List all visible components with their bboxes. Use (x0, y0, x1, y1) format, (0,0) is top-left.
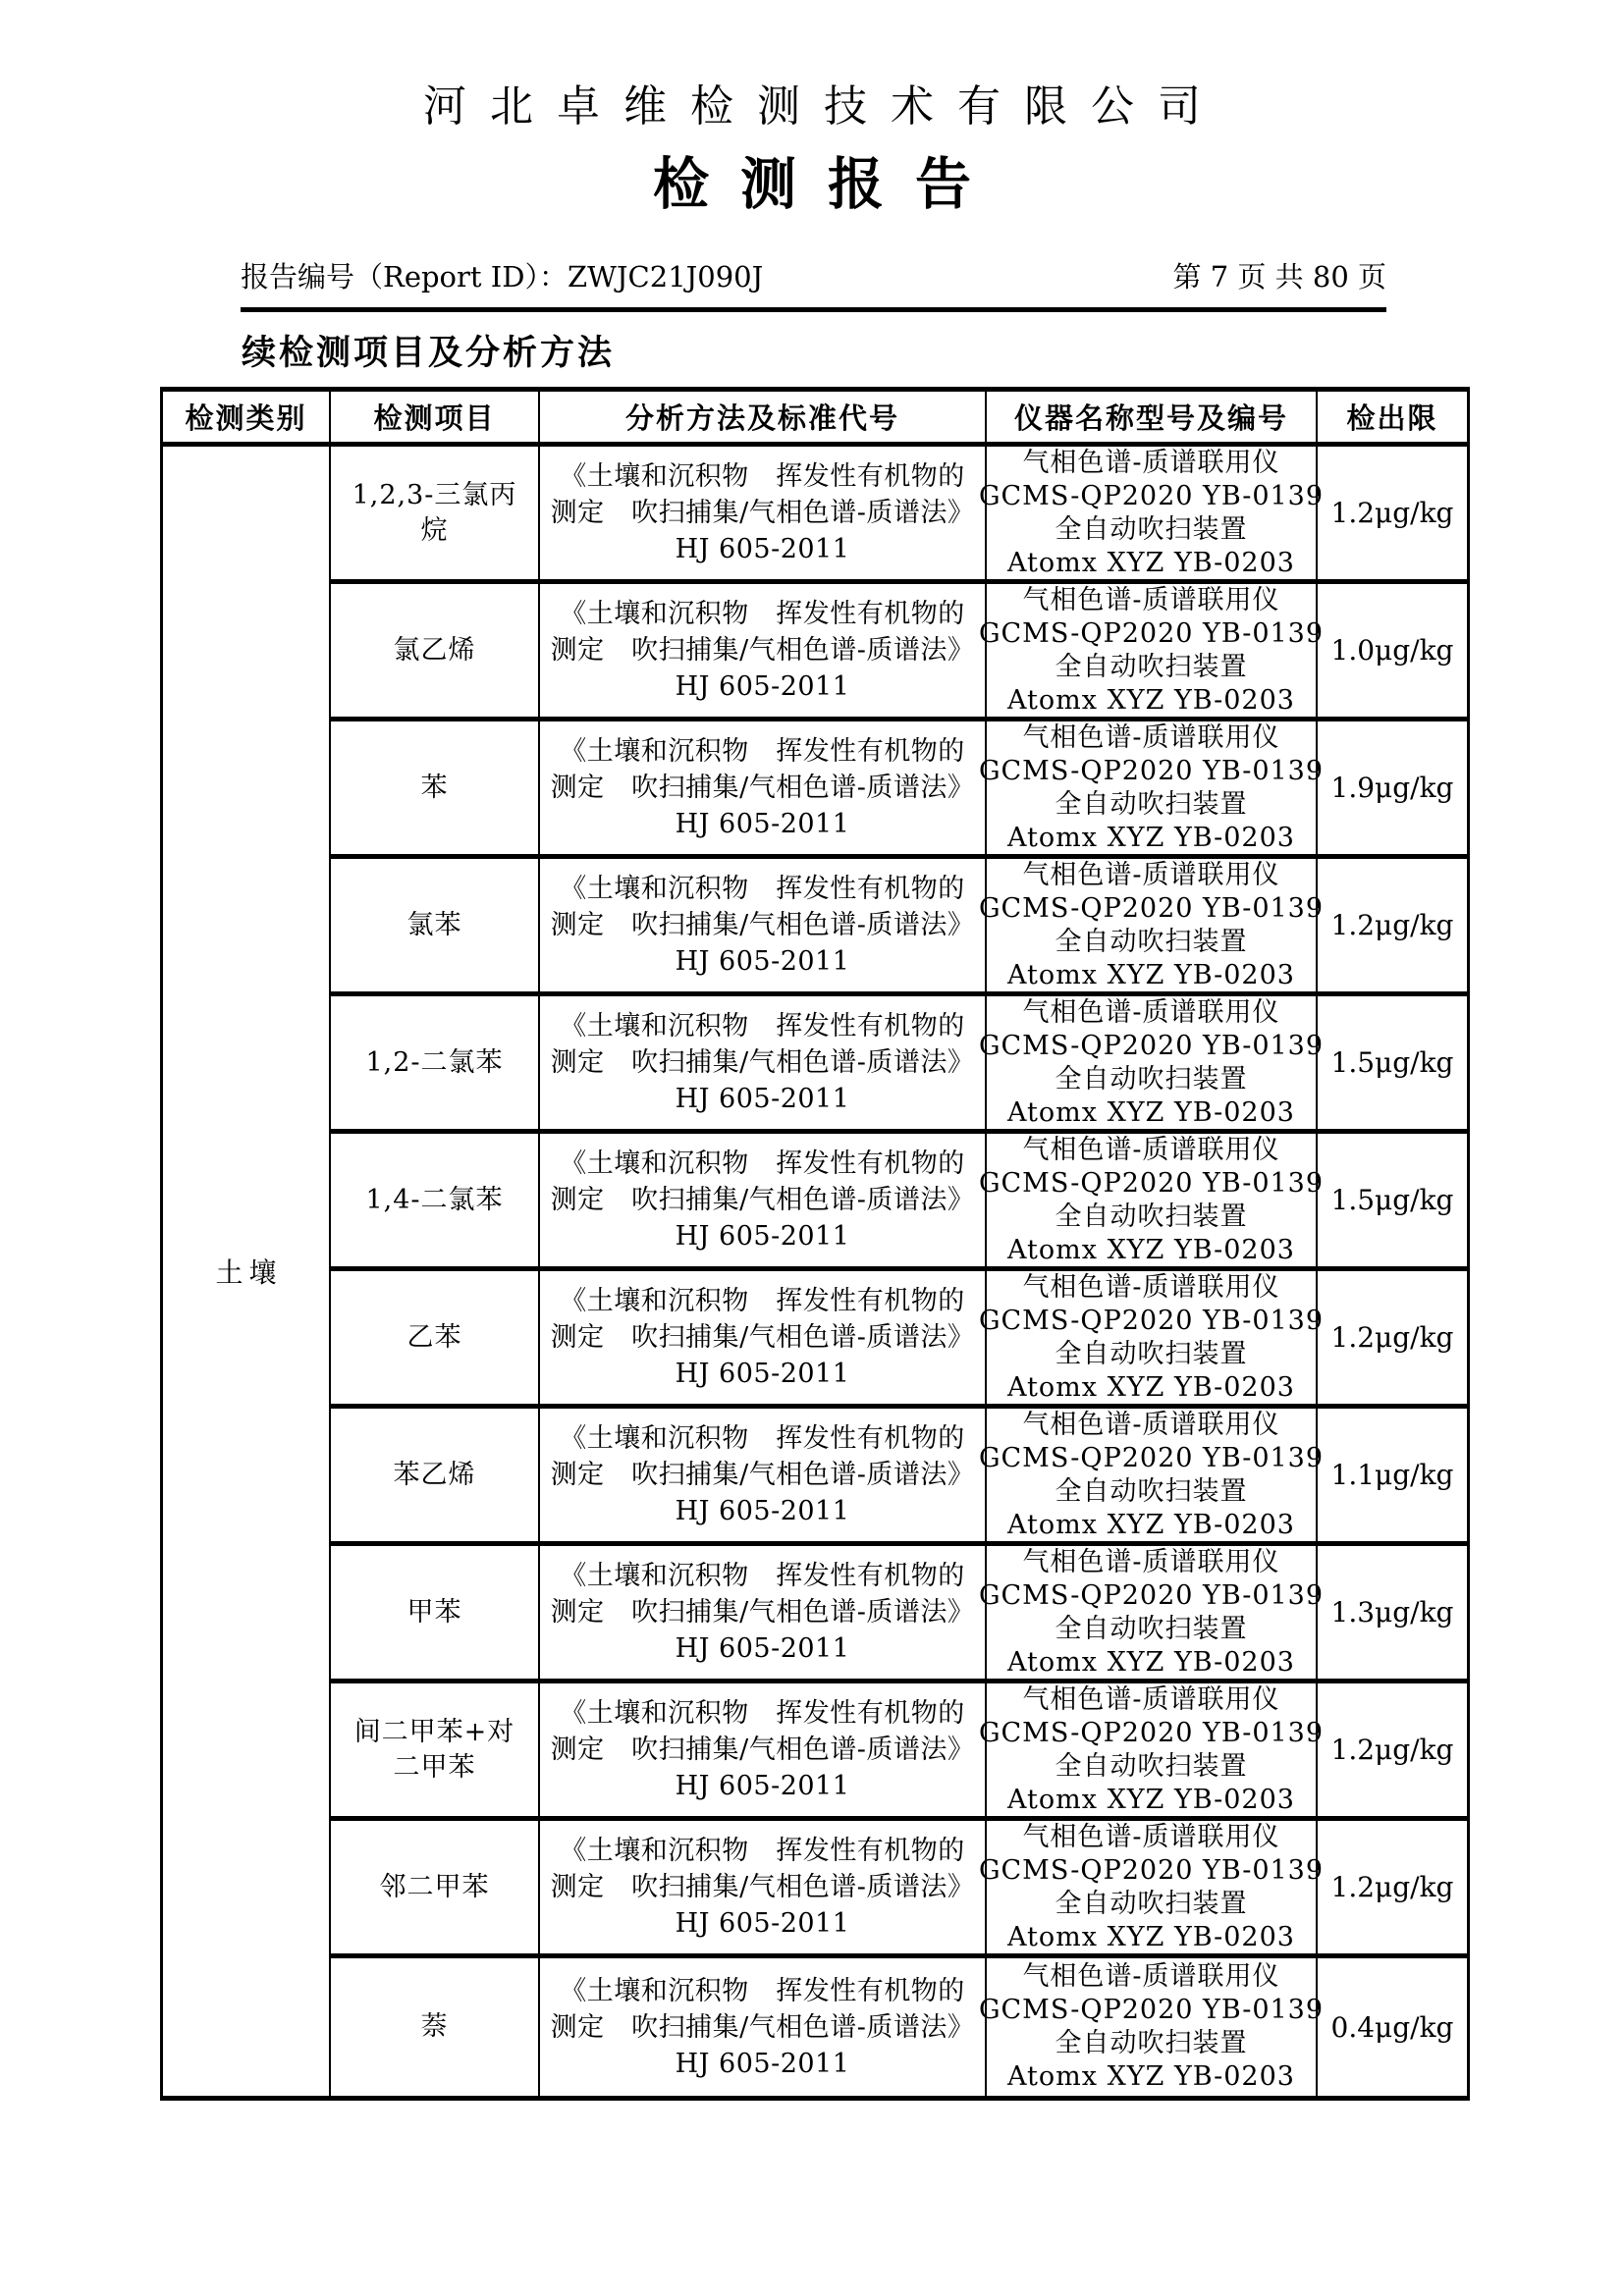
instrument-line-3: 全自动吹扫装置 (1055, 926, 1248, 957)
method-line-3: HJ 605-2011 (675, 1221, 850, 1252)
table-row (331, 447, 1467, 584)
method-line-1: 《土壤和沉积物 挥发性有机物的 (560, 736, 965, 767)
item-cell: 萘 (331, 1958, 540, 2096)
table-row (331, 721, 1467, 859)
instrument-line-1: 气相色谱-质谱联用仪 (1022, 1409, 1280, 1440)
report-title: 检测报告 (653, 151, 1002, 217)
instrument-line-1: 气相色谱-质谱联用仪 (1022, 859, 1280, 890)
instrument-line-1: 气相色谱-质谱联用仪 (1022, 1821, 1280, 1852)
instrument-cell (978, 1821, 1325, 1953)
instrument-cell (978, 859, 1325, 991)
item-cell: 间二甲苯+对二甲苯 (331, 1683, 540, 1816)
instrument-cell (978, 447, 1325, 579)
page-number: 第 7 页 共 80 页 (1172, 260, 1386, 294)
header-cell-method: 分析方法及标准代号 (540, 392, 987, 442)
sample-category-cell: 土壤 (163, 447, 331, 2096)
method-cell (540, 1546, 987, 1679)
instrument-line-4: Atomx XYZ YB-0203 (1007, 1784, 1295, 1815)
instrument-line-3: 全自动吹扫装置 (1055, 513, 1248, 545)
instrument-line-4: Atomx XYZ YB-0203 (1007, 1509, 1295, 1540)
method-line-1: 《土壤和沉积物 挥发性有机物的 (560, 1975, 965, 2006)
instrument-line-1: 气相色谱-质谱联用仪 (1022, 1134, 1280, 1165)
instrument-line-4: Atomx XYZ YB-0203 (1007, 547, 1295, 578)
methods-table (160, 387, 1470, 2101)
company-name: 河北卓维检测技术有限公司 (423, 81, 1224, 132)
instrument-cell (978, 1958, 1325, 2096)
instrument-line-1: 气相色谱-质谱联用仪 (1022, 1546, 1280, 1577)
method-cell (540, 1683, 987, 1816)
method-cell (540, 859, 987, 991)
method-cell (540, 1958, 987, 2096)
instrument-line-2: GCMS-QP2020 YB-0139 (978, 617, 1325, 649)
header-divider (241, 307, 1386, 312)
detection-limit-cell: 1.3μg/kg (1330, 1596, 1454, 1629)
item-cell: 苯 (331, 721, 540, 854)
instrument-line-4: Atomx XYZ YB-0203 (1007, 1646, 1295, 1678)
instrument-line-2: GCMS-QP2020 YB-0139 (978, 892, 1325, 924)
method-line-3: HJ 605-2011 (675, 1908, 850, 1939)
table-row (331, 1683, 1467, 1821)
item-cell: 甲苯 (331, 1546, 540, 1679)
section-title: 续检测项目及分析方法 (242, 333, 616, 373)
instrument-cell (978, 1409, 1325, 1541)
detection-limit-cell: 1.5μg/kg (1330, 1184, 1454, 1216)
item-cell: 邻二甲苯 (331, 1821, 540, 1953)
instrument-line-2: GCMS-QP2020 YB-0139 (978, 1030, 1325, 1061)
detection-limit-cell: 1.0μg/kg (1330, 634, 1454, 667)
detection-limit-cell: 1.2μg/kg (1330, 1734, 1454, 1766)
method-cell (540, 1271, 987, 1404)
detection-limit-cell: 1.2μg/kg (1330, 1321, 1454, 1354)
item-cell: 氯乙烯 (331, 584, 540, 717)
instrument-line-4: Atomx XYZ YB-0203 (1007, 684, 1295, 716)
detection-limit-cell: 1.1μg/kg (1330, 1459, 1454, 1491)
instrument-cell (978, 996, 1325, 1129)
instrument-cell (978, 584, 1325, 717)
instrument-line-4: Atomx XYZ YB-0203 (1007, 959, 1295, 990)
instrument-line-1: 气相色谱-质谱联用仪 (1022, 996, 1280, 1028)
instrument-line-3: 全自动吹扫装置 (1055, 1201, 1248, 1232)
method-line-1: 《土壤和沉积物 挥发性有机物的 (560, 1836, 965, 1866)
method-line-1: 《土壤和沉积物 挥发性有机物的 (560, 461, 965, 492)
item-cell: 氯苯 (331, 859, 540, 991)
method-cell (540, 447, 987, 579)
method-line-1: 《土壤和沉积物 挥发性有机物的 (560, 1148, 965, 1179)
table-row (331, 1546, 1467, 1683)
instrument-line-2: GCMS-QP2020 YB-0139 (978, 1579, 1325, 1611)
instrument-line-3: 全自动吹扫装置 (1055, 788, 1248, 820)
method-line-1: 《土壤和沉积物 挥发性有机物的 (560, 1423, 965, 1454)
detection-limit-cell: 0.4μg/kg (1330, 2010, 1454, 2044)
table-row (331, 584, 1467, 721)
method-line-1: 《土壤和沉积物 挥发性有机物的 (560, 1698, 965, 1729)
method-cell (540, 1821, 987, 1953)
method-line-3: HJ 605-2011 (675, 2048, 850, 2079)
table-row (331, 859, 1467, 996)
instrument-line-3: 全自动吹扫装置 (1055, 1613, 1248, 1644)
item-cell: 1,2,3-三氯丙烷 (331, 447, 540, 579)
item-cell: 苯乙烯 (331, 1409, 540, 1541)
method-line-2: 测定 吹扫捕集/气相色谱-质谱法》 (550, 773, 975, 803)
instrument-line-4: Atomx XYZ YB-0203 (1007, 1371, 1295, 1403)
instrument-line-4: Atomx XYZ YB-0203 (1007, 2061, 1295, 2092)
report-id (241, 255, 763, 295)
method-line-2: 测定 吹扫捕集/气相色谱-质谱法》 (550, 2011, 975, 2043)
method-line-1: 《土壤和沉积物 挥发性有机物的 (560, 1011, 965, 1041)
method-line-2: 测定 吹扫捕集/气相色谱-质谱法》 (550, 1047, 975, 1078)
instrument-line-1: 气相色谱-质谱联用仪 (1022, 447, 1280, 478)
instrument-line-4: Atomx XYZ YB-0203 (1007, 822, 1295, 853)
method-line-2: 测定 吹扫捕集/气相色谱-质谱法》 (550, 1872, 975, 1902)
instrument-line-3: 全自动吹扫装置 (1055, 1475, 1248, 1507)
instrument-line-1: 气相色谱-质谱联用仪 (1022, 1961, 1280, 1992)
instrument-line-2: GCMS-QP2020 YB-0139 (978, 1717, 1325, 1748)
table-row (331, 1134, 1467, 1271)
method-line-2: 测定 吹扫捕集/气相色谱-质谱法》 (550, 910, 975, 940)
instrument-line-1: 气相色谱-质谱联用仪 (1022, 1271, 1280, 1303)
instrument-line-2: GCMS-QP2020 YB-0139 (978, 1854, 1325, 1886)
detection-limit-cell: 1.9μg/kg (1330, 772, 1454, 804)
method-line-2: 测定 吹扫捕集/气相色谱-质谱法》 (550, 1322, 975, 1353)
method-line-1: 《土壤和沉积物 挥发性有机物的 (560, 1561, 965, 1591)
item-cell: 乙苯 (331, 1271, 540, 1404)
instrument-line-3: 全自动吹扫装置 (1055, 1338, 1248, 1369)
detection-limit-cell: 1.2μg/kg (1330, 1871, 1454, 1903)
method-line-3: HJ 605-2011 (675, 1771, 850, 1801)
header-cell-instrument: 仪器名称型号及编号 (987, 392, 1318, 442)
instrument-line-2: GCMS-QP2020 YB-0139 (978, 1442, 1325, 1473)
instrument-cell (978, 1683, 1325, 1816)
instrument-line-2: GCMS-QP2020 YB-0139 (978, 1995, 1325, 2025)
method-line-3: HJ 605-2011 (675, 1496, 850, 1526)
instrument-line-2: GCMS-QP2020 YB-0139 (978, 755, 1325, 786)
instrument-line-2: GCMS-QP2020 YB-0139 (978, 1167, 1325, 1199)
detection-limit-cell: 1.2μg/kg (1330, 497, 1454, 529)
instrument-cell (978, 1546, 1325, 1679)
report-id-label: 报告编号（Report ID）： (241, 260, 568, 294)
table-header-row (163, 392, 1467, 447)
method-line-1: 《土壤和沉积物 挥发性有机物的 (560, 599, 965, 629)
item-cell: 1,4-二氯苯 (331, 1134, 540, 1266)
table-row (331, 1958, 1467, 2096)
table-row (331, 996, 1467, 1134)
instrument-cell (978, 1271, 1325, 1404)
method-line-2: 测定 吹扫捕集/气相色谱-质谱法》 (550, 1735, 975, 1765)
header-cell-item: 检测项目 (331, 392, 540, 442)
method-line-3: HJ 605-2011 (675, 671, 850, 702)
instrument-line-3: 全自动吹扫装置 (1055, 1888, 1248, 1919)
method-cell (540, 1134, 987, 1266)
instrument-line-2: GCMS-QP2020 YB-0139 (978, 1305, 1325, 1336)
method-line-3: HJ 605-2011 (675, 809, 850, 839)
instrument-line-3: 全自动吹扫装置 (1055, 2028, 1248, 2058)
instrument-line-4: Atomx XYZ YB-0203 (1007, 1234, 1295, 1265)
method-line-3: HJ 605-2011 (675, 946, 850, 977)
method-cell (540, 721, 987, 854)
method-line-2: 测定 吹扫捕集/气相色谱-质谱法》 (550, 1185, 975, 1215)
table-body (163, 447, 1467, 2096)
table-row (331, 1821, 1467, 1958)
method-line-2: 测定 吹扫捕集/气相色谱-质谱法》 (550, 498, 975, 528)
table-row (331, 1271, 1467, 1409)
instrument-cell (978, 721, 1325, 854)
method-line-1: 《土壤和沉积物 挥发性有机物的 (560, 874, 965, 904)
method-cell (540, 584, 987, 717)
instrument-line-1: 气相色谱-质谱联用仪 (1022, 721, 1280, 753)
method-line-2: 测定 吹扫捕集/气相色谱-质谱法》 (550, 1597, 975, 1628)
method-cell (540, 996, 987, 1129)
method-line-2: 测定 吹扫捕集/气相色谱-质谱法》 (550, 635, 975, 666)
instrument-line-3: 全自动吹扫装置 (1055, 1750, 1248, 1782)
method-line-3: HJ 605-2011 (675, 534, 850, 564)
item-cell: 1,2-二氯苯 (331, 996, 540, 1129)
table-rows (331, 447, 1467, 2096)
report-id-value: ZWJC21J090J (567, 260, 764, 294)
header-cell-limit: 检出限 (1346, 401, 1438, 435)
method-line-3: HJ 605-2011 (675, 1633, 850, 1664)
instrument-line-4: Atomx XYZ YB-0203 (1007, 1096, 1295, 1128)
detection-limit-cell: 1.2μg/kg (1330, 909, 1454, 941)
method-line-3: HJ 605-2011 (675, 1084, 850, 1114)
instrument-line-3: 全自动吹扫装置 (1055, 1063, 1248, 1095)
report-meta (241, 255, 1386, 295)
detection-limit-cell: 1.5μg/kg (1330, 1046, 1454, 1079)
instrument-line-3: 全自动吹扫装置 (1055, 651, 1248, 682)
table-row (331, 1409, 1467, 1546)
instrument-cell (978, 1134, 1325, 1266)
instrument-line-1: 气相色谱-质谱联用仪 (1022, 584, 1280, 615)
header-cell-category: 检测类别 (163, 392, 331, 442)
method-cell (540, 1409, 987, 1541)
instrument-line-2: GCMS-QP2020 YB-0139 (978, 480, 1325, 511)
method-line-2: 测定 吹扫捕集/气相色谱-质谱法》 (550, 1460, 975, 1490)
method-line-3: HJ 605-2011 (675, 1359, 850, 1389)
instrument-line-1: 气相色谱-质谱联用仪 (1022, 1683, 1280, 1715)
instrument-line-4: Atomx XYZ YB-0203 (1007, 1921, 1295, 1952)
method-line-1: 《土壤和沉积物 挥发性有机物的 (560, 1286, 965, 1316)
